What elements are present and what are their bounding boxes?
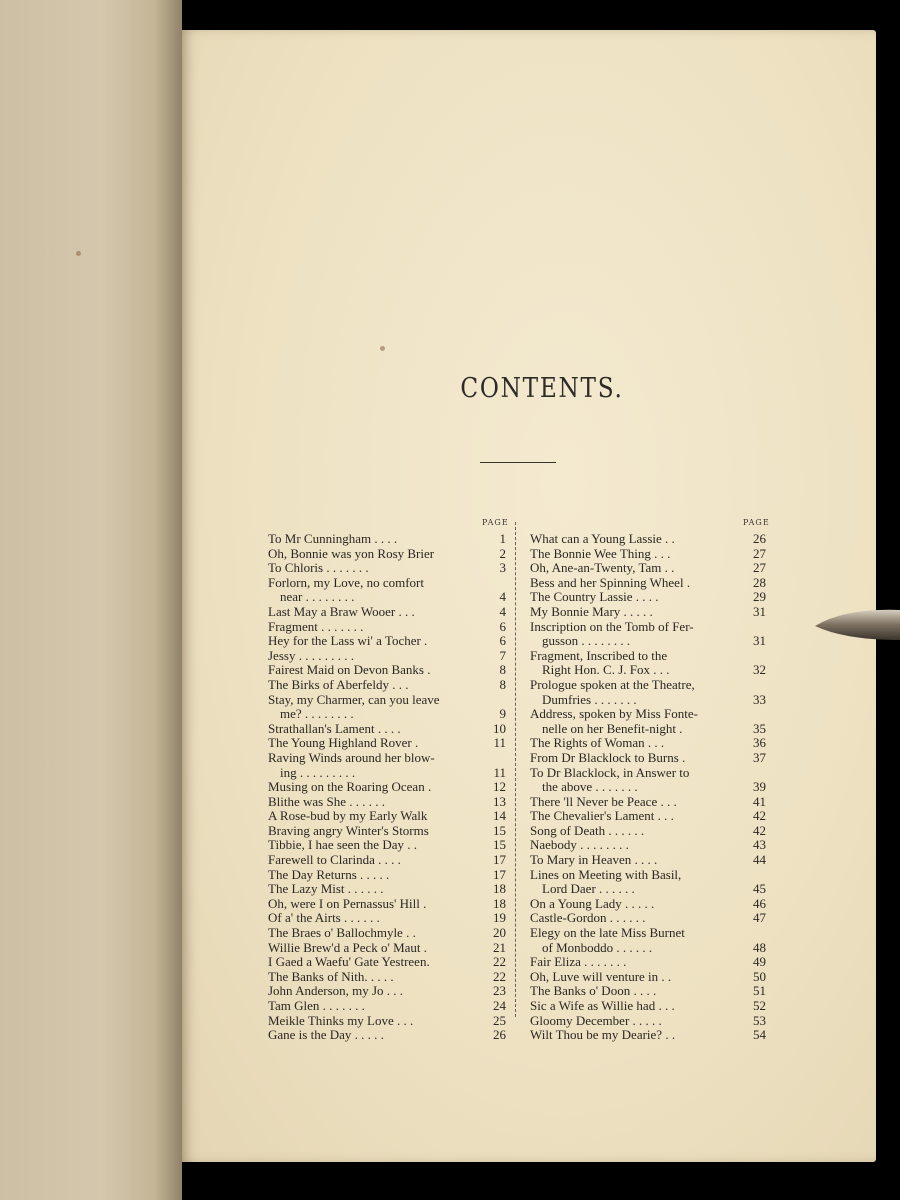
entry-title: Meikle Thinks my Love . . . (268, 1012, 414, 1028)
contents-entry (268, 590, 506, 605)
entry-title: To Mary in Heaven . . . . (530, 852, 658, 868)
contents-entry (268, 751, 506, 766)
book-page (182, 30, 876, 1162)
entry-page-number: 13 (493, 793, 506, 809)
contents-entry (268, 868, 506, 883)
contents-entry (530, 547, 766, 562)
title-rule (480, 462, 556, 463)
entry-page-number: 33 (753, 691, 766, 707)
foxing-spot (76, 251, 81, 256)
contents-entry (530, 649, 766, 664)
entry-title: Lines on Meeting with Basil, (530, 866, 682, 882)
entry-page-number: 51 (753, 983, 766, 999)
entry-title: Farewell to Clarinda . . . . (268, 852, 401, 868)
entry-title: Musing on the Roaring Ocean . (268, 779, 432, 795)
entry-title: Oh, Luve will venture in . . (530, 968, 672, 984)
entry-title: Song of Death . . . . . . (530, 822, 645, 838)
contents-entry (530, 1014, 766, 1029)
entry-title: Address, spoken by Miss Fonte- (530, 706, 698, 722)
entry-page-number: 15 (493, 837, 506, 853)
entry-title: Willie Brew'd a Peck o' Maut . (268, 939, 428, 955)
entry-title: Gane is the Day . . . . . (268, 1027, 384, 1043)
entry-title: The Braes o' Ballochmyle . . (268, 925, 416, 941)
entry-title: Raving Winds around her blow- (268, 749, 435, 765)
entry-page-number: 37 (753, 749, 766, 765)
entry-page-number: 52 (753, 998, 766, 1013)
entry-title: Last May a Braw Wooer . . . (268, 603, 415, 619)
entry-page-number: 41 (753, 793, 766, 809)
entry-page-number: 24 (493, 998, 506, 1013)
contents-entry (268, 999, 506, 1014)
entry-page-number: 27 (753, 560, 766, 576)
entry-page-number: 31 (753, 603, 766, 619)
contents-entry (268, 736, 506, 751)
entry-page-number: 2 (499, 545, 506, 561)
entries-right (530, 532, 766, 1043)
contents-entry (530, 824, 766, 839)
contents-entry (530, 809, 766, 824)
contents-entry (530, 897, 766, 912)
entry-title: gusson . . . . . . . . (542, 633, 631, 649)
contents-entry (268, 707, 506, 722)
entry-title: Of a' the Airts . . . . . . (268, 910, 380, 926)
entry-title: nelle on her Benefit-night . (542, 720, 683, 736)
contents-entry (268, 941, 506, 956)
contents-entry (530, 1028, 766, 1043)
contents-entry (530, 532, 766, 547)
contents-entry (268, 649, 506, 664)
entry-title: The Banks o' Doon . . . . (530, 983, 657, 999)
contents-entry (268, 824, 506, 839)
entry-title: Bess and her Spinning Wheel . (530, 574, 691, 590)
entry-title: My Bonnie Mary . . . . . (530, 603, 653, 619)
entry-page-number: 17 (493, 852, 506, 868)
entry-title: ing . . . . . . . . . (280, 764, 356, 780)
contents-entry (268, 911, 506, 926)
contents-entry (530, 795, 766, 810)
entry-title: Inscription on the Tomb of Fer- (530, 618, 694, 634)
contents-entry (268, 780, 506, 795)
contents-entry (268, 926, 506, 941)
contents-entry (530, 838, 766, 853)
entries-left (268, 532, 506, 1043)
entry-page-number: 36 (753, 735, 766, 751)
entry-page-number: 39 (753, 779, 766, 795)
entry-page-number: 23 (493, 983, 506, 999)
entry-title: Lord Daer . . . . . . (542, 881, 635, 897)
entry-title: Prologue spoken at the Theatre, (530, 676, 695, 692)
entry-page-number: 27 (753, 545, 766, 561)
entry-title: Fairest Maid on Devon Banks . (268, 662, 431, 678)
contents-entry (530, 984, 766, 999)
entry-page-number: 20 (493, 925, 506, 941)
entry-page-number: 42 (753, 822, 766, 838)
entry-page-number: 4 (499, 603, 506, 619)
entry-page-number: 17 (493, 866, 506, 882)
contents-entry (530, 693, 766, 708)
entry-title: To Chloris . . . . . . . (268, 560, 369, 576)
entry-page-number: 31 (753, 633, 766, 649)
contents-entry (268, 663, 506, 678)
entry-page-number: 44 (753, 852, 766, 868)
contents-entry (268, 1028, 506, 1043)
entry-page-number: 7 (499, 647, 506, 663)
entry-title: Stay, my Charmer, can you leave (268, 691, 440, 707)
entry-title: The Banks of Nith. . . . . (268, 968, 394, 984)
entry-title: The Country Lassie . . . . (530, 589, 659, 605)
contents-entry (530, 678, 766, 693)
contents-entry (530, 736, 766, 751)
contents-entry (268, 678, 506, 693)
entry-page-number: 3 (499, 560, 506, 576)
entry-title: Forlorn, my Love, no comfort (268, 574, 424, 590)
entry-page-number: 6 (499, 633, 506, 649)
entry-title: The Birks of Aberfeldy . . . (268, 676, 409, 692)
contents-entry (268, 722, 506, 737)
contents-entry (530, 999, 766, 1014)
entry-page-number: 47 (753, 910, 766, 926)
entry-title: Oh, Ane-an-Twenty, Tam . . (530, 560, 675, 576)
contents-entry (530, 634, 766, 649)
entry-title: Naebody . . . . . . . . (530, 837, 629, 853)
contents-entry (530, 911, 766, 926)
entry-title: There 'll Never be Peace . . . (530, 793, 677, 809)
entry-page-number: 18 (493, 881, 506, 897)
entry-title: Fragment . . . . . . . (268, 618, 364, 634)
entry-title: Oh, Bonnie was yon Rosy Brier (268, 545, 435, 561)
entry-title: Fair Eliza . . . . . . . (530, 954, 627, 970)
entry-title: The Chevalier's Lament . . . (530, 808, 674, 824)
contents-entry (268, 882, 506, 897)
entry-page-number: 28 (753, 574, 766, 590)
entry-page-number: 9 (499, 706, 506, 722)
entry-page-number: 6 (499, 618, 506, 634)
entry-title: Right Hon. C. J. Fox . . . (542, 662, 670, 678)
contents-entry (530, 926, 766, 941)
entry-page-number: 19 (493, 910, 506, 926)
entry-title: Strathallan's Lament . . . . (268, 720, 401, 736)
page-heading-right: PAGE (743, 518, 770, 527)
contents-entry (530, 722, 766, 737)
entry-page-number: 26 (753, 531, 766, 546)
entry-title: Wilt Thou be my Dearie? . . (530, 1027, 676, 1043)
entry-title: Elegy on the late Miss Burnet (530, 925, 685, 941)
contents-entry (530, 970, 766, 985)
entry-page-number: 21 (493, 939, 506, 955)
contents-entry (268, 955, 506, 970)
entry-title: Braving angry Winter's Storms (268, 822, 429, 838)
entry-page-number: 18 (493, 895, 506, 911)
entry-page-number: 32 (753, 662, 766, 678)
contents-entry (268, 897, 506, 912)
contents-entry (530, 561, 766, 576)
bookmark-clip-icon (815, 604, 900, 644)
entry-title: Oh, were I on Pernassus' Hill . (268, 895, 427, 911)
contents-entry (268, 766, 506, 781)
facing-page-edge (0, 0, 182, 1200)
entry-title: What can a Young Lassie . . (530, 531, 675, 546)
contents-entry (530, 590, 766, 605)
entry-title: Fragment, Inscribed to the (530, 647, 668, 663)
entry-title: A Rose-bud by my Early Walk (268, 808, 428, 824)
entry-page-number: 15 (493, 822, 506, 838)
entry-title: Jessy . . . . . . . . . (268, 647, 354, 663)
contents-entry (530, 707, 766, 722)
entry-page-number: 11 (493, 764, 506, 780)
entry-title: Gloomy December . . . . . (530, 1012, 662, 1028)
entry-title: the above . . . . . . . (542, 779, 638, 795)
entry-page-number: 11 (493, 735, 506, 751)
entry-page-number: 35 (753, 720, 766, 736)
entry-title: Castle-Gordon . . . . . . (530, 910, 646, 926)
entry-title: of Monboddo . . . . . . (542, 939, 653, 955)
page-heading-left: PAGE (482, 518, 509, 527)
entry-title: The Lazy Mist . . . . . . (268, 881, 384, 897)
contents-entry (268, 605, 506, 620)
contents-entry (268, 620, 506, 635)
contents-entry (530, 853, 766, 868)
contents-entry (268, 532, 506, 547)
contents-entry (530, 605, 766, 620)
entry-page-number: 14 (493, 808, 506, 824)
entry-page-number: 10 (493, 720, 506, 736)
contents-entry (530, 868, 766, 883)
entry-page-number: 12 (493, 779, 506, 795)
entry-title: The Young Highland Rover . (268, 735, 419, 751)
contents-entry (530, 882, 766, 897)
entry-page-number: 22 (493, 954, 506, 970)
entry-title: Tam Glen . . . . . . . (268, 998, 365, 1013)
entry-title: Dumfries . . . . . . . (542, 691, 637, 707)
contents-entry (530, 766, 766, 781)
entry-title: Blithe was She . . . . . . (268, 793, 385, 809)
entry-title: Hey for the Lass wi' a Tocher . (268, 633, 428, 649)
entry-title: me? . . . . . . . . (280, 706, 354, 722)
contents-entry (530, 576, 766, 591)
entry-page-number: 26 (493, 1027, 506, 1043)
entry-page-number: 8 (499, 662, 506, 678)
entry-page-number: 43 (753, 837, 766, 853)
entry-page-number: 48 (753, 939, 766, 955)
entry-page-number: 4 (499, 589, 506, 605)
entry-title: The Day Returns . . . . . (268, 866, 390, 882)
entry-title: near . . . . . . . . (280, 589, 355, 605)
contents-entry (268, 795, 506, 810)
contents-entry (530, 780, 766, 795)
contents-entry (268, 634, 506, 649)
entry-title: I Gaed a Waefu' Gate Yestreen. (268, 954, 430, 970)
entry-title: Tibbie, I hae seen the Day . . (268, 837, 417, 853)
contents-entry (530, 620, 766, 635)
entry-page-number: 1 (499, 531, 506, 546)
entry-page-number: 46 (753, 895, 766, 911)
entry-page-number: 42 (753, 808, 766, 824)
contents-entry (268, 970, 506, 985)
entry-page-number: 29 (753, 589, 766, 605)
contents-title: CONTENTS. (460, 373, 624, 404)
contents-entry (268, 809, 506, 824)
entry-title: On a Young Lady . . . . . (530, 895, 655, 911)
contents-entry (530, 663, 766, 678)
contents-entry (268, 547, 506, 562)
entry-title: From Dr Blacklock to Burns . (530, 749, 686, 765)
contents-entry (530, 955, 766, 970)
entry-title: The Bonnie Wee Thing . . . (530, 545, 671, 561)
contents-entry (268, 561, 506, 576)
column-divider (515, 522, 516, 1017)
foxing-spot (380, 346, 385, 351)
entry-page-number: 54 (753, 1027, 766, 1043)
entry-page-number: 22 (493, 968, 506, 984)
entry-page-number: 50 (753, 968, 766, 984)
contents-entry (268, 1014, 506, 1029)
entry-title: To Mr Cunningham . . . . (268, 531, 398, 546)
entry-page-number: 8 (499, 676, 506, 692)
entry-page-number: 49 (753, 954, 766, 970)
contents-entry (530, 941, 766, 956)
contents-entry (268, 838, 506, 853)
entry-title: John Anderson, my Jo . . . (268, 983, 404, 999)
contents-entry (268, 576, 506, 591)
contents-entry (268, 984, 506, 999)
contents-entry (268, 853, 506, 868)
entry-page-number: 53 (753, 1012, 766, 1028)
entry-title: The Rights of Woman . . . (530, 735, 665, 751)
entry-page-number: 25 (493, 1012, 506, 1028)
contents-entry (268, 693, 506, 708)
entry-title: Sic a Wife as Willie had . . . (530, 998, 675, 1013)
entry-page-number: 45 (753, 881, 766, 897)
entry-title: To Dr Blacklock, in Answer to (530, 764, 690, 780)
contents-entry (530, 751, 766, 766)
